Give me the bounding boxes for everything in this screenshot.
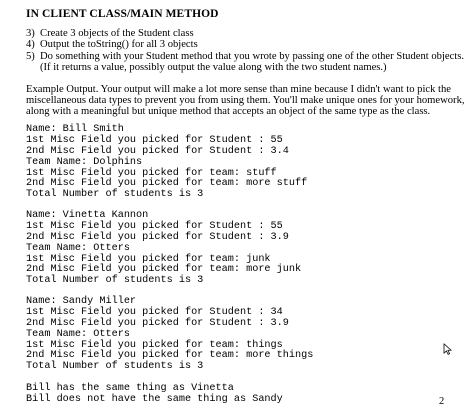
step-text: Create 3 objects of the Student class [40,28,194,39]
output-line: 2nd Misc Field you picked for team: more stuff [26,178,308,190]
output-line: 2nd Misc Field you picked for Student : 3.4 [26,145,289,157]
output-line: 2nd Misc Field you picked for team: more things [26,350,314,362]
output-line: Team Name: Otters [26,242,130,254]
output-line: Bill has the same thing as Vinetta [26,382,234,394]
output-block-bill [26,114,307,212]
output-line: 1st Misc Field you picked for Student : 55 [26,220,283,232]
step-number: 5) [26,50,35,62]
output-line: 1st Misc Field you picked for team: things [26,339,283,351]
output-line: Total Number of students is 3 [26,275,204,287]
step-item [26,28,466,39]
output-line: 1st Misc Field you picked for Student : 55 [26,134,283,146]
output-line: 1st Misc Field you picked for Student : 34 [26,306,283,318]
output-line: Name: Vinetta Kannon [26,209,149,221]
output-line: Team Name: Dolphins [26,156,143,168]
output-line: 2nd Misc Field you picked for Student : 3.9 [26,231,289,243]
output-line: 1st Misc Field you picked for team: junk [26,253,271,265]
intro-paragraph: Example Output. Your output will make a lot more sense than mine because I didn't want to pick the miscellaneous data types to prevent you from using them. You'll make unique ones for your homework, along with a meaningful but unique method that accepts an object of the same type as the class. [26,84,465,118]
step-number: 3) [26,28,35,39]
step-text: Output the toString() for all 3 objects [40,39,198,51]
output-line: 1st Misc Field you picked for team: stuff [26,167,277,179]
page-number: 2 [439,396,445,407]
output-line: Name: Bill Smith [26,123,124,135]
step-number: 4) [26,39,35,51]
output-line: 2nd Misc Field you picked for team: more junk [26,264,302,276]
output-line: Total Number of students is 3 [26,189,204,201]
section-heading: IN CLIENT CLASS/MAIN METHOD [26,8,219,20]
step-item [26,39,466,50]
step-item [26,51,466,74]
output-block-sandy [26,286,313,384]
output-line: Total Number of students is 3 [26,361,204,373]
output-line: 2nd Misc Field you picked for Student : 3.9 [26,317,289,329]
output-block-vinetta [26,200,301,298]
step-list [26,28,466,74]
mouse-pointer-icon [443,343,453,355]
output-block-comparison [26,373,283,417]
output-line: Bill does not have the same thing as Sandy [26,393,283,405]
output-line: Team Name: Otters [26,328,130,340]
step-text: Do something with your Student method that you wrote by passing one of the other Student objects. (If it returns a value, possibly output the value along with the two student names.) [40,50,464,74]
output-line: Name: Sandy Miller [26,295,137,307]
